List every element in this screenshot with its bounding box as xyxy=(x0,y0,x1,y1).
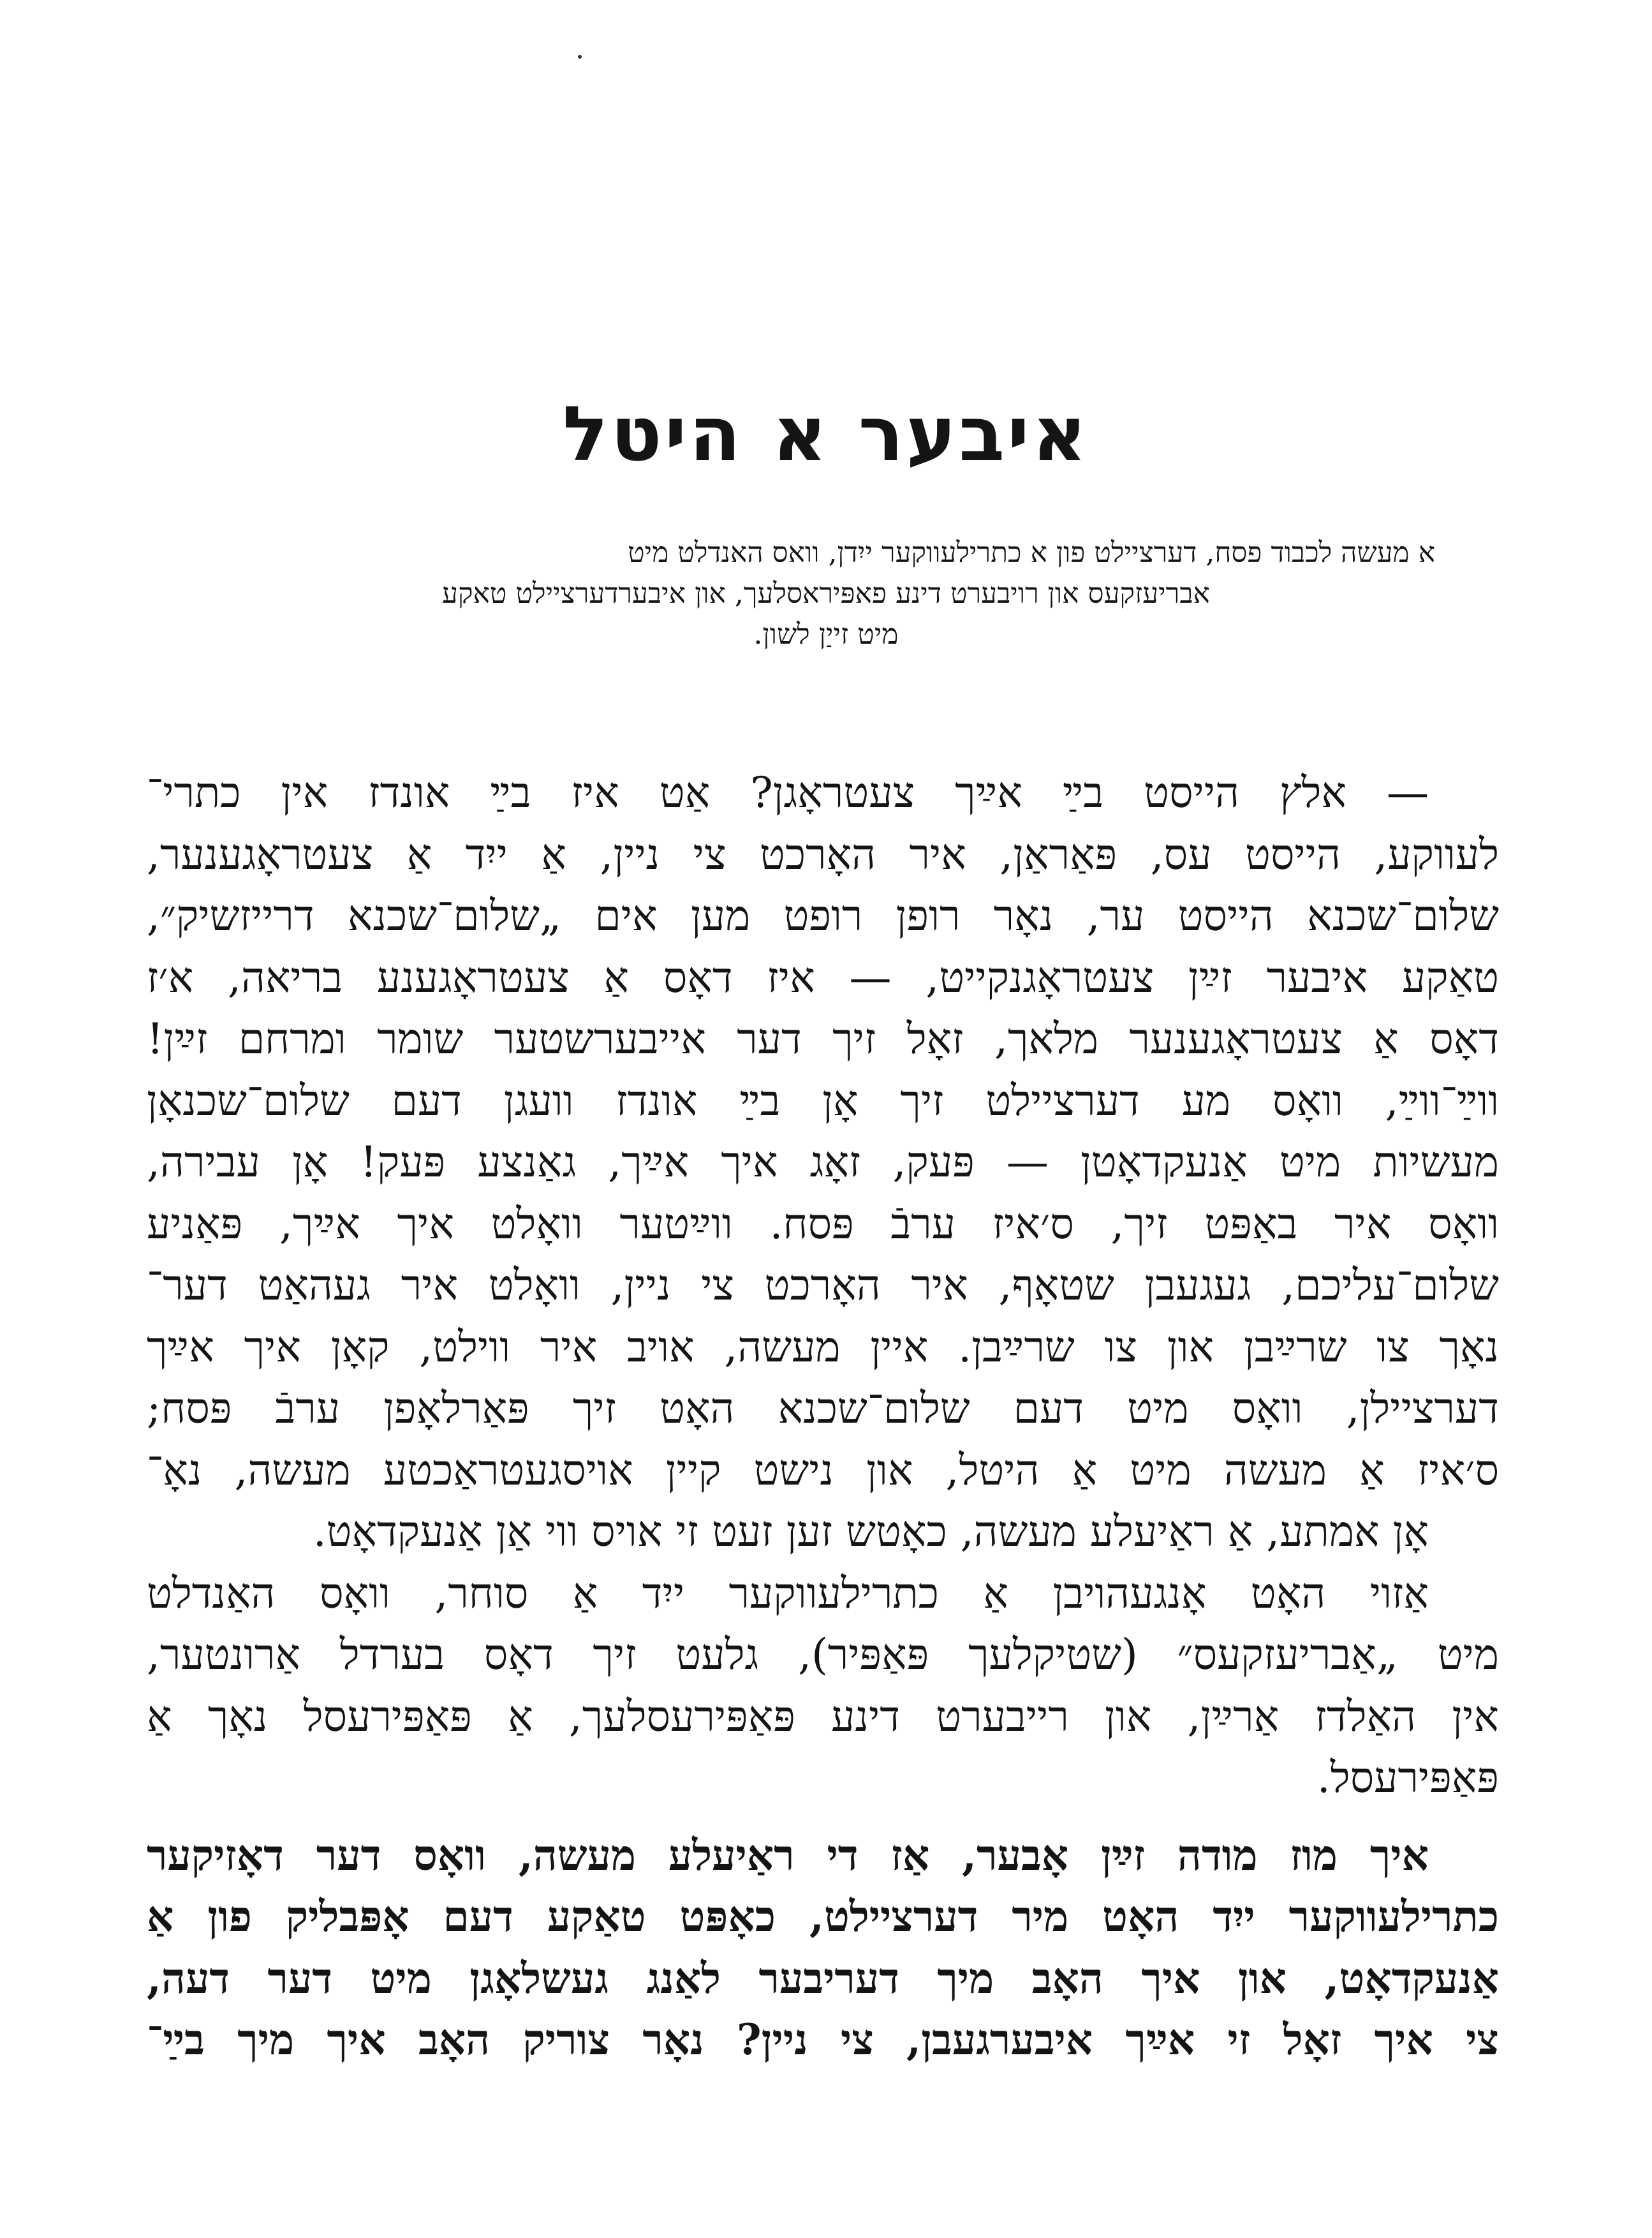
text-line: איך מוז מודה זײַן אָבער, אַז די ראַיעלע מעשה, וואָס דער דאָזיקער xyxy=(147,1830,1429,1880)
story-body xyxy=(147,762,1499,2071)
text-line: שלום־עליכם, געגעבן שטאָף, איר האָרכט צי ניין, וואָלט איר געהאַט דער־ xyxy=(147,1261,1499,1310)
text-line: וואָס איר באַפּט זיך, ס׳איז ערבֿ פּסח. ווײַטער וואָלט איך אײַך, פּאַניע xyxy=(147,1199,1499,1249)
text-line: פּאַפּירעסל. xyxy=(1316,1753,1499,1802)
text-line: צי איך זאָל זי אײַך איבערגעבן, צי ניין? נאָר צוריק האָב איך מיך בײַ־ xyxy=(147,2015,1499,2064)
paragraph xyxy=(147,1825,1499,2071)
text-line: אין האַלדז אַרײַן, און רייבערט דינע פּאַפּירעסלעך, אַ פּאַפּירעסל נאָך אַ xyxy=(147,1691,1499,1741)
text-line: דערציילן, וואָס מיט דעם שלום־שכנא האָט זיך פּאַרלאָפן ערבֿ פּסח; xyxy=(147,1384,1499,1433)
paragraph xyxy=(147,762,1499,1501)
text-line: דאָס אַ צעטראָגענער מלאך, זאָל זיך דער אייבערשטער שומר ומרחם זײַן! xyxy=(147,1014,1499,1063)
text-line: טאַקע איבער זײַן צעטראָגנקייט, — איז דאָס אַ צעטראָגענע בריאה, א׳ז xyxy=(147,952,1499,1002)
text-line: ווײַ־ווײַ, וואָס מע דערציילט זיך אָן בײַ אונדז וועגן דעם שלום־שכנאָן xyxy=(147,1076,1499,1125)
text-line: נאָך צו שרײַבן און צו שרײַבן. איין מעשה, אויב איר ווילט, קאָן איך אײַך xyxy=(147,1322,1499,1372)
subtitle-line: מיט זייַן לשון. xyxy=(753,618,899,651)
paper-speck xyxy=(578,55,582,59)
text-line: שלום־שכנא הייסט ער, נאָר רופן רופט מען אים „שלום־שכנא דרייזשיק״, xyxy=(147,891,1499,940)
text-line: מיט „אַבריעזקעס״ (שטיקלעך פּאַפּיר), גלעט זיך דאָס בערדל אַרונטער, xyxy=(147,1630,1499,1679)
text-line: לעווקע, הייסט עס, פּאַראַן, איר האָרכט צי ניין, אַ ייִד אַ צעטראָגענער, xyxy=(147,829,1499,879)
story-subtitle xyxy=(217,533,1435,655)
text-line: אַזוי האָט אָנגעהויבן אַ כתרילעווקער ייִד אַ סוחר, וואָס האַנדלט xyxy=(147,1568,1429,1618)
paragraph xyxy=(147,1563,1499,1809)
paragraph xyxy=(147,1501,1499,1563)
text-line: מעשיות מיט אַנעקדאָטן — פּעק, זאָג איך אײַך, גאַנצע פּעק! אָן עבירה, xyxy=(147,1138,1499,1187)
story-title: איבער א היטל xyxy=(563,390,1089,478)
subtitle-line: אבריעזקעס און רויבערט דינע פאפּיראסלעך, און איבערדערציילט טאקע xyxy=(442,577,1210,610)
text-line: אַנעקדאָט, און איך האָב מיך דעריבער לאַנג געשלאָגן מיט דער דעה, xyxy=(147,1953,1499,2003)
paragraph-gap xyxy=(147,1809,1499,1825)
subtitle-line: א מעשה לכבוד פסח, דערציילט פון א כתרילעווקער ייִדן, וואס האנדלט מיט xyxy=(628,537,1435,569)
text-line: אָן אמתע, אַ ראַיעלע מעשה, כאָטש זען זעט זי אויס ווי אַן אַנעקדאָט. xyxy=(313,1507,1429,1556)
text-line: — אלץ הייסט בײַ אײַך צעטראָגן? אַט איז בײַ אונדז אין כתרי־ xyxy=(147,768,1429,817)
text-line: ס׳איז אַ מעשה מיט אַ היטל, און נישט קיין אויסגעטראַכטע מעשה, נאָ־ xyxy=(147,1445,1499,1495)
text-line: כתרילעווקער ייִד האָט מיר דערציילט, כאָפּט טאַקע דעם אָפּבליק פון אַ xyxy=(147,1892,1499,1941)
